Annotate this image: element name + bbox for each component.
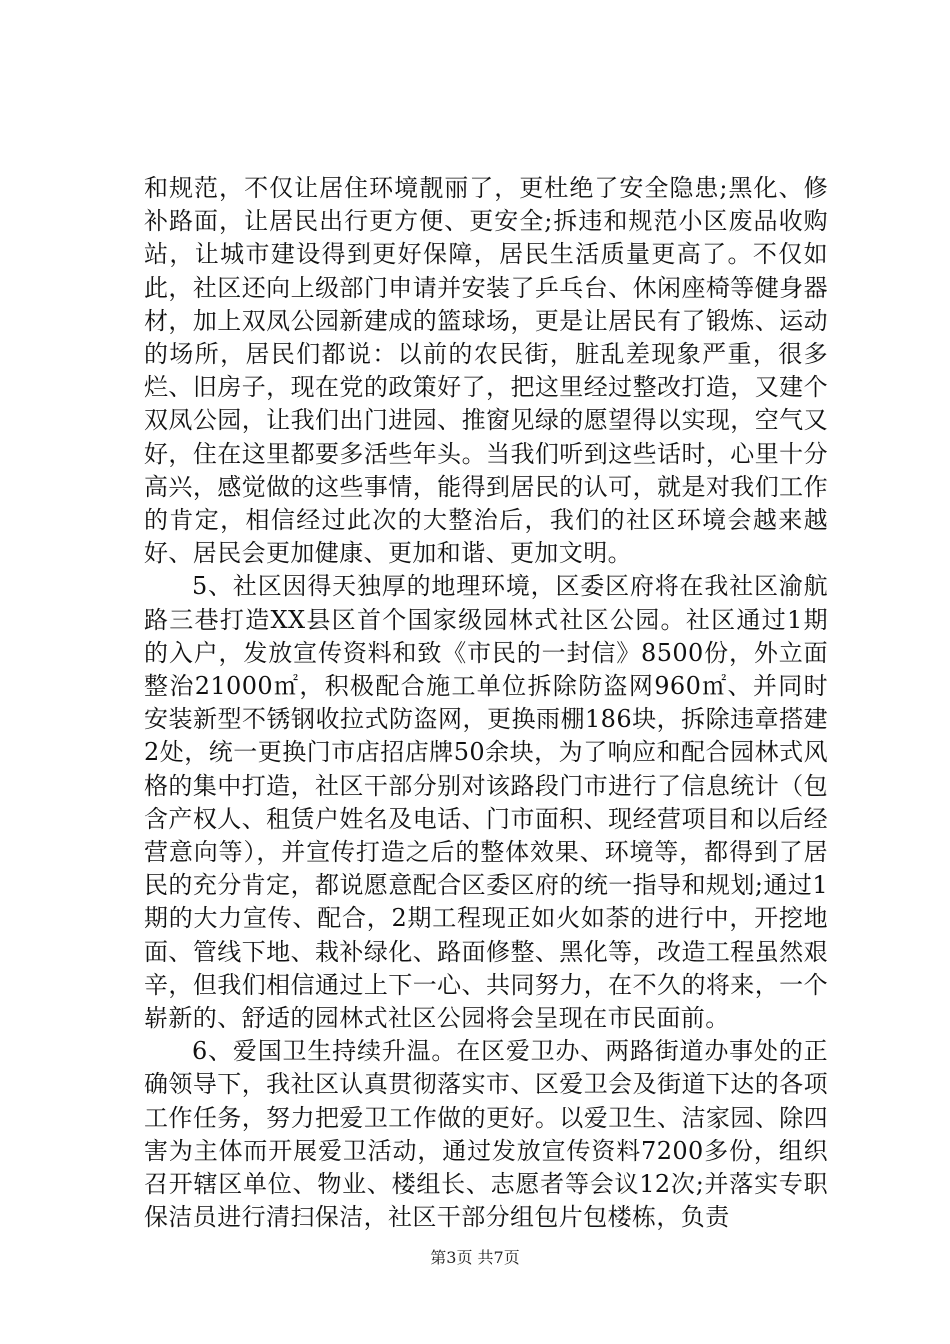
- paragraph-2: 5、社区因得天独厚的地理环境，区委区府将在我社区渝航路三巷打造XX县区首个国家级园林式社区公园。社区通过1期的入户，发放宣传资料和致《市民的一封信》8500份，外立面整治21000㎡，积极配合施工单位拆除防盗网960㎡、并同时安装新型不锈钢收拉式防盗网，更换雨棚186块，拆除违章搭建2处，统一更换门市店招店牌50余块，为了响应和配合园林式风格的集中打造，社区干部分别对该路段门市进行了信息统计（包含产权人、租赁户姓名及电话、门市面积、现经营项目和以后经营意向等），并宣传打造之后的整体效果、环境等，都得到了居民的充分肯定，都说愿意配合区委区府的统一指导和规划;通过1期的大力宣传、配合，2期工程现正如火如荼的进行中，开挖地面、管线下地、栽补绿化、路面修整、黑化等，改造工程虽然艰辛，但我们相信通过上下一心、共同努力，在不久的将来，一个崭新的、舒适的园林式社区公园将会呈现在市民面前。: [144, 572, 828, 1033]
- document-body: [144, 172, 828, 1235]
- paragraph-3: 6、爱国卫生持续升温。在区爱卫办、两路街道办事处的正确领导下，我社区认真贯彻落实市、区爱卫会及街道下达的各项工作任务，努力把爱卫工作做的更好。以爱卫生、洁家园、除四害为主体而开展爱卫活动，通过发放宣传资料7200多份，组织召开辖区单位、物业、楼组长、志愿者等会议12次;并落实专职保洁员进行清扫保洁，社区干部分组包片包楼栋，负责: [144, 1037, 828, 1232]
- page-number-footer: 第3页 共7页: [430, 1248, 520, 1267]
- paragraph-1: 和规范，不仅让居住环境靓丽了，更杜绝了安全隐患;黑化、修补路面，让居民出行更方便、更安全;拆违和规范小区废品收购站，让城市建设得到更好保障，居民生活质量更高了。不仅如此，社区还向上级部门申请并安装了乒乓台、休闲座椅等健身器材，加上双凤公园新建成的篮球场，更是让居民有了锻炼、运动的场所，居民们都说：以前的农民街，脏乱差现象严重，很多烂、旧房子，现在党的政策好了，把这里经过整改打造，又建个双凤公园，让我们出门进园、推窗见绿的愿望得以实现，空气又好，住在这里都要多活些年头。当我们听到这些话时，心里十分高兴，感觉做的这些事情，能得到居民的认可，就是对我们工作的肯定，相信经过此次的大整治后，我们的社区环境会越来越好、居民会更加健康、更加和谐、更加文明。: [144, 174, 828, 568]
